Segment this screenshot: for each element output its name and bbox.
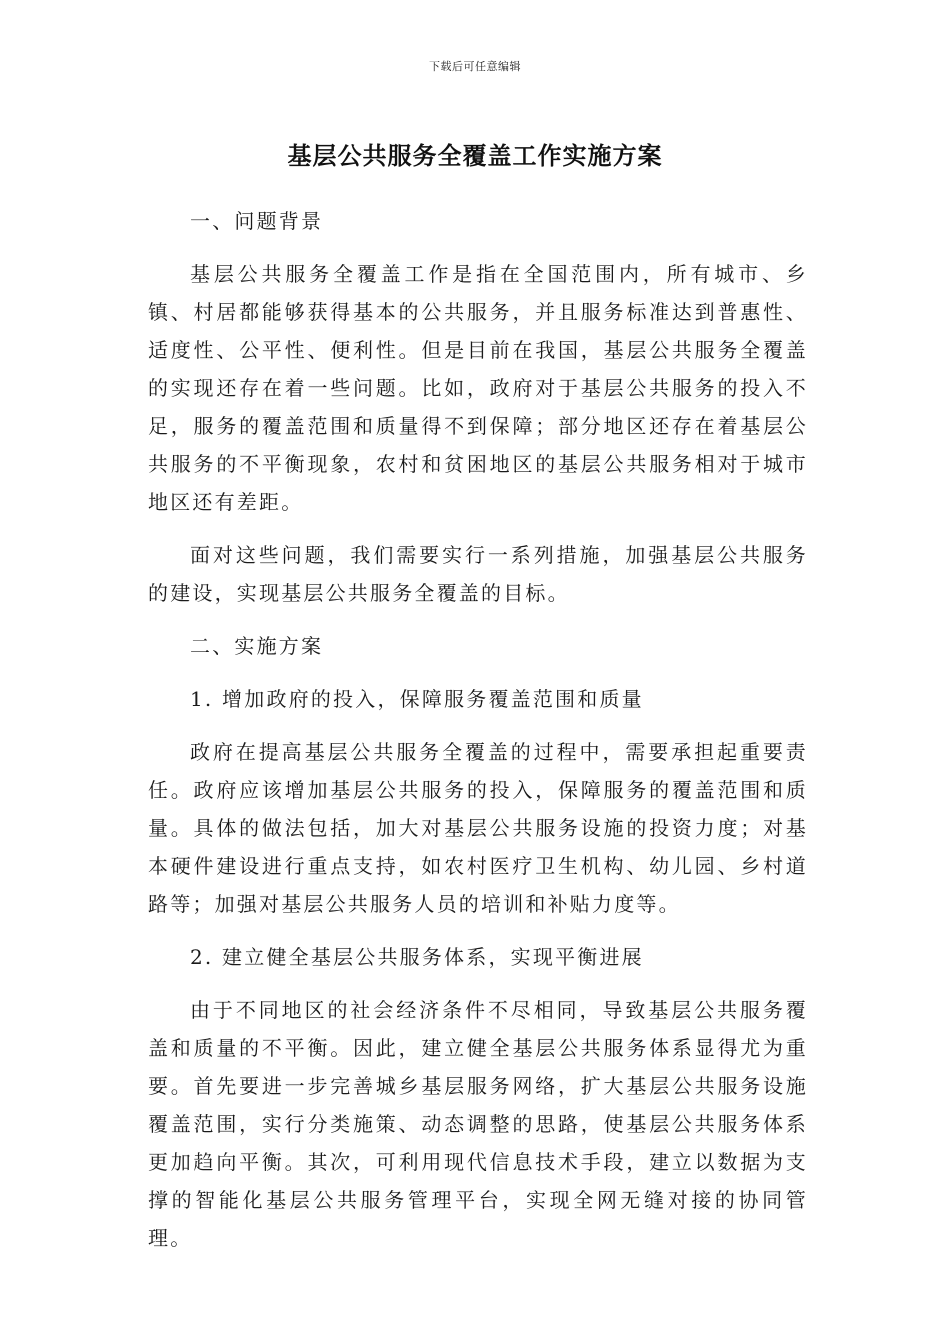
header-note: 下载后可任意编辑 bbox=[429, 60, 521, 73]
document-title: 基层公共服务全覆盖工作实施方案 bbox=[287, 142, 663, 170]
section-heading-background: 一、问题背景 bbox=[190, 209, 324, 233]
paragraph-item-1: 政府在提高基层公共服务全覆盖的过程中，需要承担起重要责任。政府应该增加基层公共服务的投入，保障服务的覆盖范围和质量。具体的做法包括，加大对基层公共服务设施的投资力度；对基本硬件建设进行重点支持，如农村医疗卫生机构、幼儿园、乡村道路等；加强对基层公共服务人员的培训和补贴力度等。 bbox=[148, 740, 808, 916]
subheading-item-2: 2. 建立健全基层公共服务体系，实现平衡进展 bbox=[190, 945, 644, 969]
document-body bbox=[148, 202, 808, 1272]
paragraph-item-2: 由于不同地区的社会经济条件不尽相同，导致基层公共服务覆盖和质量的不平衡。因此，建立健全基层公共服务体系显得尤为重要。首先要进一步完善城乡基层服务网络，扩大基层公共服务设施覆盖范围，实行分类施策、动态调整的思路，使基层公共服务体系更加趋向平衡。其次，可利用现代信息技术手段，建立以数据为支撑的智能化基层公共服务管理平台，实现全网无缝对接的协同管理。 bbox=[148, 998, 808, 1250]
paragraph-background-2: 面对这些问题，我们需要实行一系列措施，加强基层公共服务的建设，实现基层公共服务全覆盖的目标。 bbox=[148, 543, 808, 605]
paragraph-background-1: 基层公共服务全覆盖工作是指在全国范围内，所有城市、乡镇、村居都能够获得基本的公共服务，并且服务标准达到普惠性、适度性、公平性、便利性。但是目前在我国，基层公共服务全覆盖的实现还存在着一些问题。比如，政府对于基层公共服务的投入不足，服务的覆盖范围和质量得不到保障；部分地区还存在着基层公共服务的不平衡现象，农村和贫困地区的基层公共服务相对于城市地区还有差距。 bbox=[148, 262, 808, 514]
subheading-item-1: 1. 增加政府的投入，保障服务覆盖范围和质量 bbox=[190, 687, 644, 711]
section-heading-plan: 二、实施方案 bbox=[190, 634, 324, 658]
